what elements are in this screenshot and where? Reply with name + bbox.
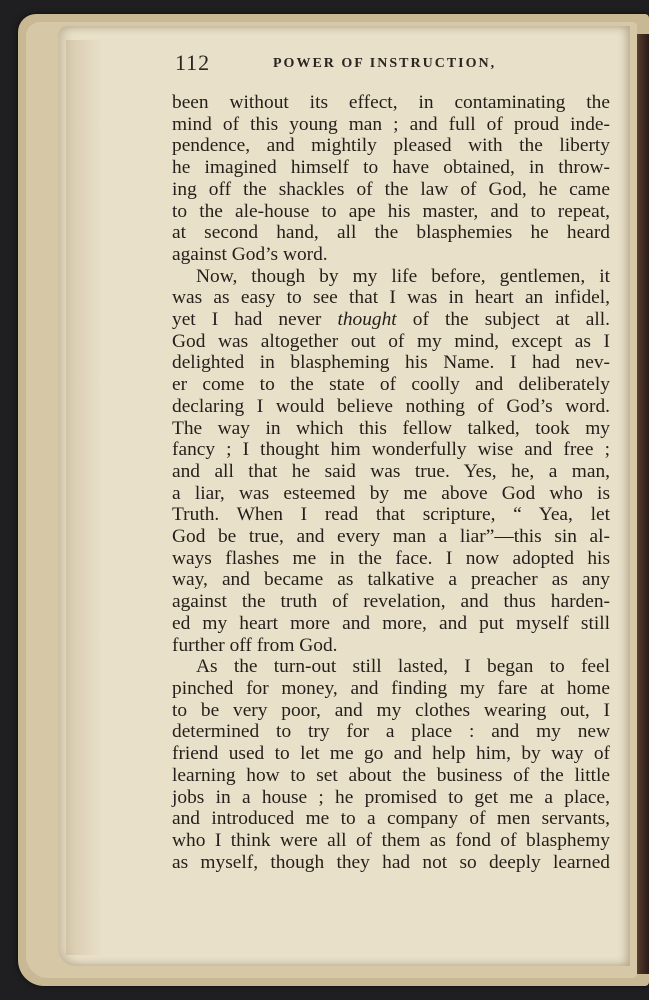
page-number: 112 — [175, 50, 211, 75]
text-line: as myself, though they had not so deeply learned — [172, 851, 610, 873]
text-line: who I think were all of them as fond of blasphemy — [172, 829, 610, 851]
italic-word: thought — [337, 309, 397, 331]
running-head: POWER OF INSTRUCTION, — [273, 56, 497, 71]
text-line: declaring I would believe nothing of God’s word. — [172, 395, 610, 417]
text-line: learning how to set about the business of the little — [172, 764, 610, 786]
text-line: fancy ; I thought him wonderfully wise and free ; — [172, 439, 610, 461]
text-line: er come to the state of coolly and deliberately — [172, 374, 610, 396]
text-line: ed my heart more and more, and put myself still — [172, 612, 610, 634]
text-line: As the turn-out still lasted, I began to feel — [196, 656, 610, 678]
gutter-shadow — [66, 40, 102, 955]
page-header — [175, 50, 615, 80]
text-line: pendence, and mightily pleased with the liberty — [172, 135, 610, 157]
text-line: Truth. When I read that scripture, “ Yea, let — [172, 504, 610, 526]
text-line: against the truth of revelation, and thus harden- — [172, 591, 610, 613]
text-line: to the ale-house to ape his master, and to repeat, — [172, 200, 610, 222]
text-line: and all that he said was true. Yes, he, a man, — [172, 460, 610, 482]
text-line: ways flashes me in the face. I now adopted his — [172, 547, 610, 569]
body-text — [172, 92, 610, 873]
text-line: ing off the shackles of the law of God, he came — [172, 178, 610, 200]
text-line: and introduced me to a company of men servants, — [172, 808, 610, 830]
text-line: a liar, was esteemed by me above God who is — [172, 482, 610, 504]
text-line — [172, 309, 610, 331]
text-line: The way in which this fellow talked, took my — [172, 417, 610, 439]
text-line: at second hand, all the blasphemies he heard — [172, 222, 610, 244]
text-line: Now, though by my life before, gentlemen, it — [196, 265, 610, 287]
text-line: he imagined himself to have obtained, in throw- — [172, 157, 610, 179]
text-line: jobs in a house ; he promised to get me a place, — [172, 786, 610, 808]
text-line: was as easy to see that I was in heart an infidel, — [172, 287, 610, 309]
text-line: determined to try for a place : and my new — [172, 721, 610, 743]
text-line: pinched for money, and finding my fare at home — [172, 677, 610, 699]
text-line: been without its effect, in contaminating the — [172, 92, 610, 113]
text-line: against God’s word. — [172, 243, 328, 265]
text-line: God be true, and every man a liar”—this sin al- — [172, 526, 610, 548]
text-line: friend used to let me go and help him, by way of — [172, 743, 610, 765]
text-line: to be very poor, and my clothes wearing out, I — [172, 699, 610, 721]
text-line: way, and became as talkative a preacher as any — [172, 569, 610, 591]
text-line: mind of this young man ; and full of proud inde- — [172, 113, 610, 135]
text-line: further off from God. — [172, 634, 338, 656]
text-fragment: yet I had never — [172, 309, 338, 331]
text-line: delighted in blaspheming his Name. I had nev- — [172, 352, 610, 374]
text-fragment: of the subject at all. — [396, 309, 610, 331]
text-line: God was altogether out of my mind, except as I — [172, 330, 610, 352]
